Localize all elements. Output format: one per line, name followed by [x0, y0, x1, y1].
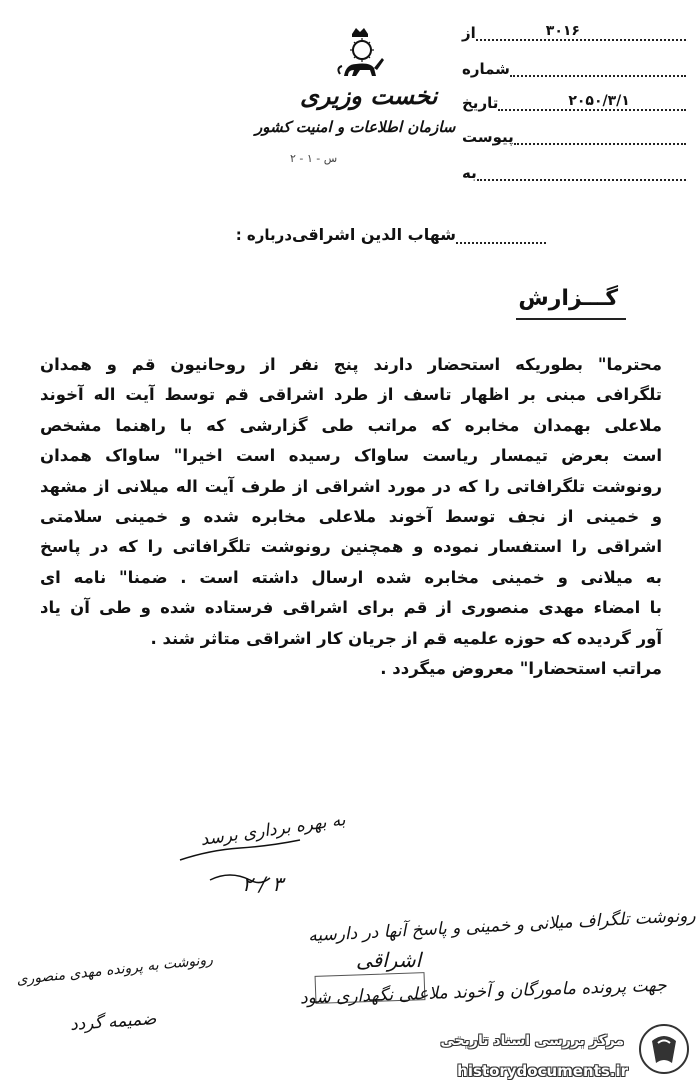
body-line: و خمینی از نجف توسط آخوند ملاعلی مخابره شده و خمینی سلامتی	[40, 507, 662, 527]
field-value: ۲۰۵۰/۳/۱	[568, 93, 630, 109]
organization-code: س - ۱ - ۲	[290, 152, 338, 165]
handwritten-date: ۳ / ۲	[242, 872, 283, 896]
body-line: رونوشت تلگرافاتی را که در مورد اشراقی از طرف آیت اله میلانی از مشهد	[40, 476, 662, 496]
report-heading-underline	[516, 318, 626, 320]
organization-subtitle: سازمان اطلاعات و امنیت کشور	[255, 118, 456, 136]
watermark-url: historydocuments.ir	[457, 1062, 628, 1080]
body-line: مراتب استحضارا" معروض میگردد .	[380, 659, 662, 679]
header-field-to	[456, 162, 686, 184]
watermark-title: مرکز بررسی اسناد تاریخی	[440, 1033, 624, 1049]
subject-line	[228, 220, 552, 244]
body-line: است بعرض تیمسار ریاست ساواک رسیده است اخیرا" ساواک همدان	[40, 446, 662, 466]
field-line	[510, 61, 686, 77]
report-body	[40, 350, 662, 684]
field-label: به	[462, 164, 477, 182]
handwritten-note-attach: ضمیمه گردد	[69, 1009, 157, 1035]
body-line: به میلانی و خمینی مخابره شده ارسال داشته است . ضمنا" نامه ای	[40, 567, 662, 587]
field-label: شماره	[462, 60, 510, 78]
header-field-number	[456, 58, 686, 80]
body-line: تلگرافی مبنی بر اظهار تاسف از طرد اشراقی قم توسط آیت اله آخوند	[40, 385, 662, 405]
field-line	[498, 95, 686, 111]
handwritten-note-copy: رونوشت تلگراف میلانی و خمینی و پاسخ آنها در دارسیه	[307, 905, 697, 947]
subject-value: شهاب الدین اشراقی	[292, 225, 456, 244]
subject-label: درباره :	[235, 226, 293, 244]
lion-and-sun-emblem-icon	[330, 24, 390, 84]
handwritten-note-exploit: به بهره برداری برسد	[199, 809, 347, 851]
field-line	[476, 25, 686, 41]
handwritten-note-file: جهت پرونده مامورگان و آخوند ملاعلی نگهداری شود	[299, 975, 667, 1009]
field-value: ۳۰۱۶	[545, 23, 580, 39]
field-label: تاریخ	[462, 94, 499, 112]
handwritten-note-copy-to-file: رونوشت به پرونده مهدی منصوری	[15, 951, 214, 989]
field-line	[477, 165, 686, 181]
body-line: با امضاء مهدی منصوری از قم برای اشراقی فرستاده شده و طی آن یاد	[40, 598, 662, 618]
field-label: پیوست	[462, 128, 514, 146]
header-field-from	[456, 22, 686, 44]
body-line: ملاعلی بهمدان مخابره که مراتب طی گزارشی که با راهنما مشخص	[40, 415, 662, 435]
body-line: محترما" بطوریکه استحضار دارند پنج نفر از روحانیون قم و همدان	[40, 355, 662, 374]
header-field-date	[456, 92, 686, 114]
field-label: از	[462, 24, 476, 42]
report-heading: گـــزارش	[518, 286, 618, 311]
body-line: آور گردیده که حوزه علمیه قم از جریان کار اشراقی متاثر شند .	[150, 628, 662, 648]
archive-logo-icon	[638, 1023, 690, 1075]
subject-dotted-line	[456, 228, 546, 244]
field-line	[514, 129, 686, 145]
organization-title: نخست وزیری	[300, 82, 438, 110]
handwritten-note-name: اشراقی	[356, 948, 422, 972]
header-field-attachment	[456, 126, 686, 148]
body-line: اشراقی را استفسار نموده و همچنین رونوشت تلگرافاتی را که در پاسخ	[40, 537, 662, 557]
